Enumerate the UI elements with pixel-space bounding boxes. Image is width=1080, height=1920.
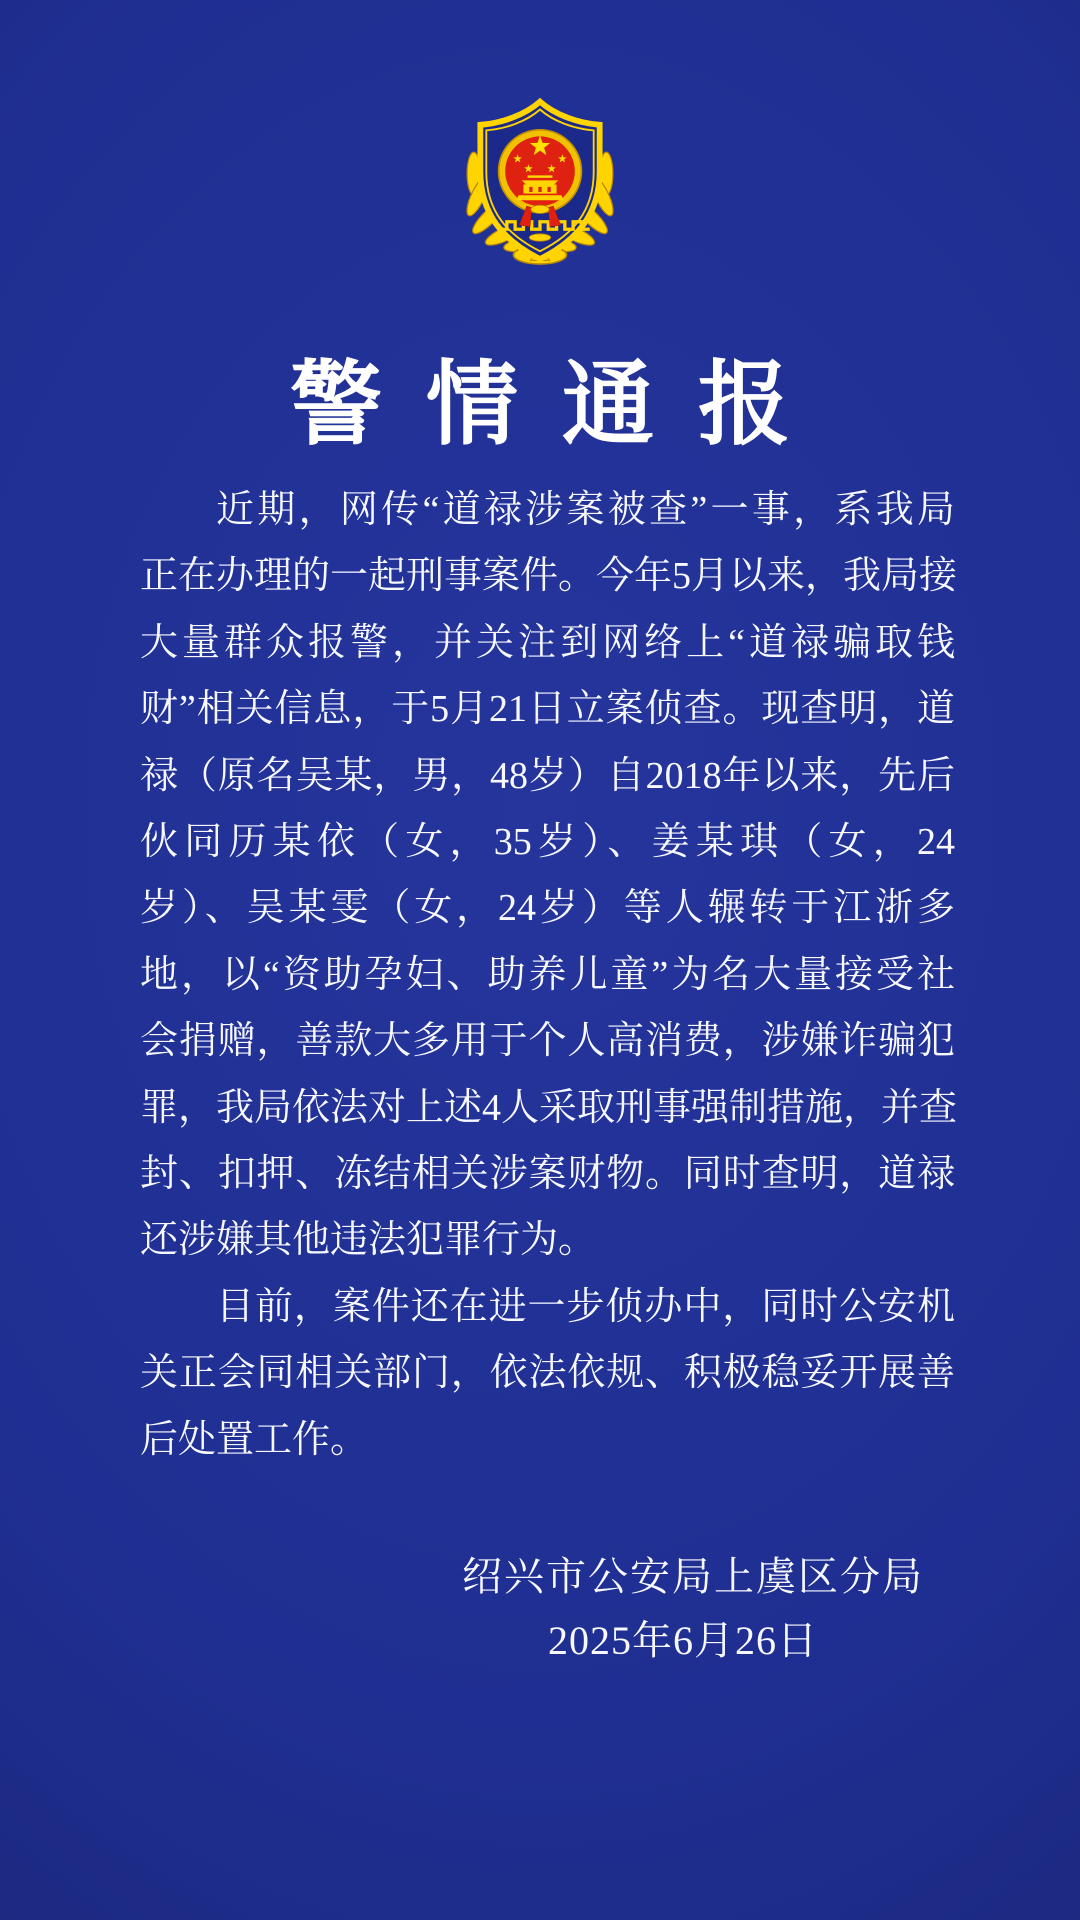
issue-date: 2025年6月26日 — [548, 1618, 818, 1664]
notice-footer — [0, 1545, 1080, 1673]
body-line: 禄（原名吴某，男，48岁）自2018年以来，先后 — [140, 754, 955, 797]
body-line: 岁）、吴某雯（女，24岁）等人辗转于江浙多 — [140, 887, 955, 930]
police-badge-icon — [457, 95, 623, 269]
body-line: 封、扣押、冻结相关涉案财物。同时查明，道禄 — [140, 1153, 955, 1196]
badge-national-emblem — [499, 130, 582, 213]
notice-body — [140, 477, 958, 1473]
notice-title-text: 警情通报 — [289, 354, 834, 456]
body-line: 大量群众报警，并关注到网络上“道禄骗取钱 — [140, 621, 955, 664]
body-line: 关正会同相关部门，依法依规、积极稳妥开展善 — [140, 1352, 955, 1395]
body-line: 会捐赠，善款大多用于个人高消费，涉嫌诈骗犯 — [140, 1020, 955, 1063]
body-line: 目前，案件还在进一步侦办中，同时公安机 — [216, 1285, 955, 1328]
notice-title — [0, 354, 1080, 456]
body-line: 地，以“资助孕妇、助养儿童”为名大量接受社 — [140, 953, 955, 996]
body-line: 罪，我局依法对上述4人采取刑事强制措施，并查 — [140, 1086, 958, 1129]
body-line: 后处置工作。 — [140, 1418, 369, 1461]
body-line: 近期，网传“道禄涉案被查”一事，系我局 — [216, 489, 955, 531]
issuer-signature: 绍兴市公安局上虞区分局 — [462, 1554, 924, 1600]
body-line: 还涉嫌其他违法犯罪行为。 — [140, 1219, 597, 1262]
body-line: 伙同历某依（女，35岁）、姜某琪（女，24 — [140, 821, 955, 864]
body-line: 财”相关信息，于5月21日立案侦查。现查明，道 — [140, 688, 955, 731]
body-line: 正在办理的一起刑事案件。今年5月以来，我局接 — [140, 555, 958, 598]
